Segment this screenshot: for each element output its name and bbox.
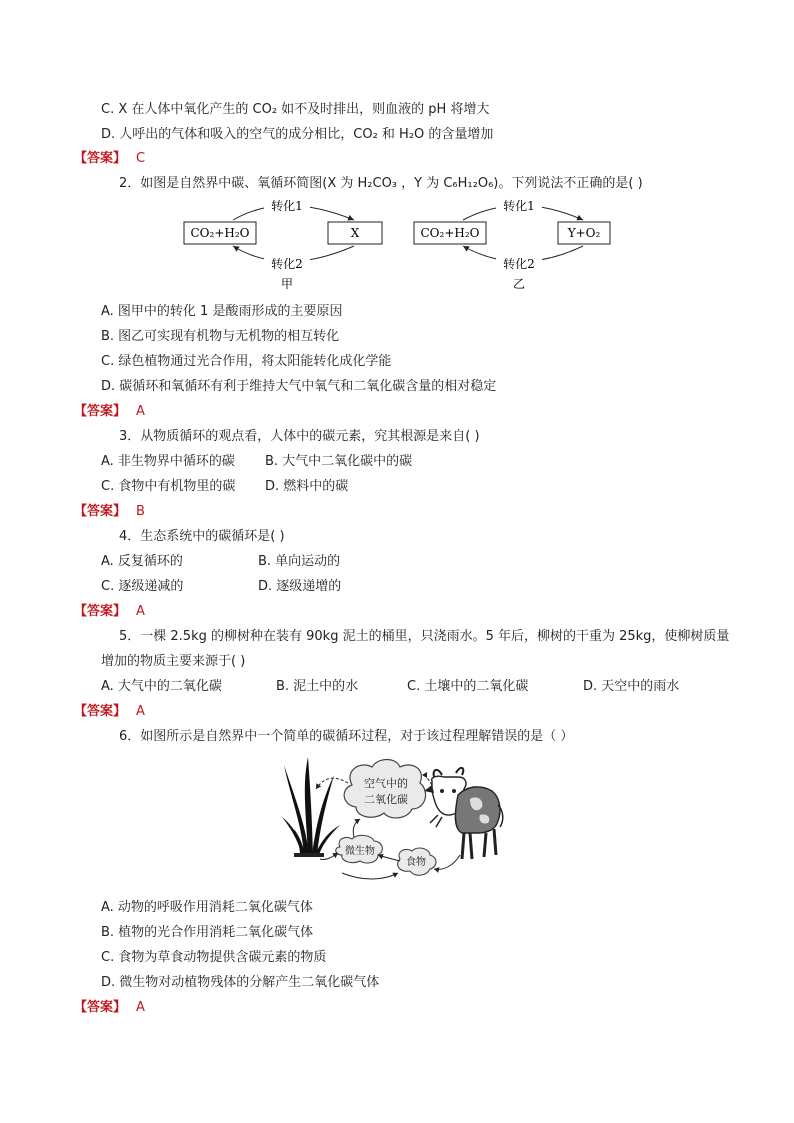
answer-value: C bbox=[136, 151, 146, 166]
answer-value: B bbox=[136, 504, 145, 519]
co2-cloud-text-2: 二氧化碳 bbox=[364, 793, 408, 806]
answer-value: A bbox=[136, 1000, 145, 1015]
q6-option-b: B. 植物的光合作用消耗二氧化碳气体 bbox=[101, 925, 314, 940]
q3-option-a: A. 非生物界中循环的碳 bbox=[101, 454, 235, 469]
q6-stem: 6．如图所示是自然界中一个简单的碳循环过程，对于该过程理解错误的是（ ） bbox=[119, 729, 574, 744]
food-label: 食物 bbox=[406, 857, 426, 868]
answer-label: 【答案】 bbox=[74, 504, 127, 519]
q2-cycle-diagram bbox=[178, 195, 618, 300]
q2-answer bbox=[74, 403, 145, 421]
q3-stem: 3．从物质循环的观点看，人体中的碳元素，究其根源是来自( ) bbox=[119, 429, 480, 444]
q2-right-bottom-label: 转化2 bbox=[503, 257, 535, 271]
answer-value: A bbox=[136, 404, 145, 419]
answer-label: 【答案】 bbox=[74, 604, 127, 619]
cow-icon bbox=[424, 768, 503, 859]
answer-label: 【答案】 bbox=[74, 151, 127, 166]
answer-label: 【答案】 bbox=[74, 1000, 127, 1015]
q2-caption-right: 乙 bbox=[512, 277, 526, 291]
q5-stem-line1: 5．一棵 2.5kg 的柳树种在装有 90kg 泥土的桶里，只浇雨水。5 年后，柳树的干重为 25kg，使柳树质量 bbox=[119, 629, 730, 644]
q4-option-d: D. 逐级递增的 bbox=[258, 579, 342, 594]
q3-answer bbox=[74, 503, 145, 521]
prev-option-d: D. 人呼出的气体和吸入的空气的成分相比，CO₂ 和 H₂O 的含量增加 bbox=[101, 127, 494, 142]
answer-label: 【答案】 bbox=[74, 704, 127, 719]
q2-option-a: A. 图甲中的转化 1 是酸雨形成的主要原因 bbox=[101, 304, 343, 319]
arrow-food-to-microbe bbox=[378, 855, 400, 861]
q3-option-d: D. 燃料中的碳 bbox=[265, 479, 349, 494]
arrow-plant-to-food bbox=[342, 873, 398, 879]
q2-left-bottom-label: 转化2 bbox=[271, 257, 303, 271]
q2-left-box-co2-text: CO₂+H₂O bbox=[190, 226, 250, 240]
q3-option-b: B. 大气中二氧化碳中的碳 bbox=[265, 454, 413, 469]
microbe-label: 微生物 bbox=[345, 846, 375, 857]
prev-answer bbox=[74, 150, 145, 168]
q2-option-d: D. 碳循环和氧循环有利于维持大气中氧气和二氧化碳含量的相对稳定 bbox=[101, 379, 497, 394]
q4-answer bbox=[74, 603, 145, 621]
answer-value: A bbox=[136, 704, 145, 719]
q2-stem: 2．如图是自然界中碳、氧循环简图(X 为 H₂CO₃ ，Y 为 C₆H₁₂O₆)。下列说法不正确的是( ) bbox=[119, 176, 643, 191]
q2-option-c: C. 绿色植物通过光合作用，将太阳能转化成化学能 bbox=[101, 354, 392, 369]
q2-left-top-label: 转化1 bbox=[271, 199, 303, 213]
answer-value: A bbox=[136, 604, 145, 619]
q4-option-a: A. 反复循环的 bbox=[101, 554, 183, 569]
q6-option-d: D. 微生物对动植物残体的分解产生二氧化碳气体 bbox=[101, 975, 380, 990]
q4-stem: 4．生态系统中的碳循环是( ) bbox=[119, 529, 285, 544]
q5-option-a: A. 大气中的二氧化碳 bbox=[101, 679, 222, 694]
answer-label: 【答案】 bbox=[74, 404, 127, 419]
co2-cloud-text-1: 空气中的 bbox=[364, 777, 408, 790]
q6-option-a: A. 动物的呼吸作用消耗二氧化碳气体 bbox=[101, 900, 313, 915]
food-cloud-icon bbox=[398, 848, 436, 875]
q3-option-c: C. 食物中有机物里的碳 bbox=[101, 479, 236, 494]
q2-right-box-co2-text: CO₂+H₂O bbox=[420, 226, 480, 240]
q6-carbon-cycle-illustration bbox=[282, 755, 504, 883]
q2-caption-left: 甲 bbox=[280, 277, 294, 291]
q5-answer bbox=[74, 703, 145, 721]
q2-left-box-x-text: X bbox=[350, 226, 360, 240]
microbe-cloud-icon bbox=[336, 835, 383, 863]
q2-option-b: B. 图乙可实现有机物与无机物的相互转化 bbox=[101, 329, 340, 344]
q4-option-c: C. 逐级递减的 bbox=[101, 579, 184, 594]
q5-stem-line2: 增加的物质主要来源于( ) bbox=[101, 654, 246, 669]
q5-option-c: C. 土壤中的二氧化碳 bbox=[407, 679, 529, 694]
arrow-microbe-to-cloud bbox=[353, 819, 360, 837]
arrow-cow-to-cloud bbox=[422, 775, 432, 785]
q4-option-b: B. 单向运动的 bbox=[258, 554, 341, 569]
q6-answer bbox=[74, 999, 145, 1017]
q6-option-c: C. 食物为草食动物提供含碳元素的物质 bbox=[101, 950, 327, 965]
q5-option-d: D. 天空中的雨水 bbox=[583, 679, 680, 694]
co2-cloud-icon bbox=[344, 760, 425, 818]
plant-icon bbox=[282, 757, 340, 857]
prev-option-c: C. X 在人体中氧化产生的 CO₂ 如不及时排出，则血液的 pH 将增大 bbox=[101, 102, 490, 117]
arrow-cow-to-food bbox=[434, 855, 460, 869]
q2-right-top-label: 转化1 bbox=[503, 199, 535, 213]
q5-option-b: B. 泥土中的水 bbox=[276, 679, 359, 694]
q2-right-box-y-text: Y+O₂ bbox=[567, 226, 601, 240]
